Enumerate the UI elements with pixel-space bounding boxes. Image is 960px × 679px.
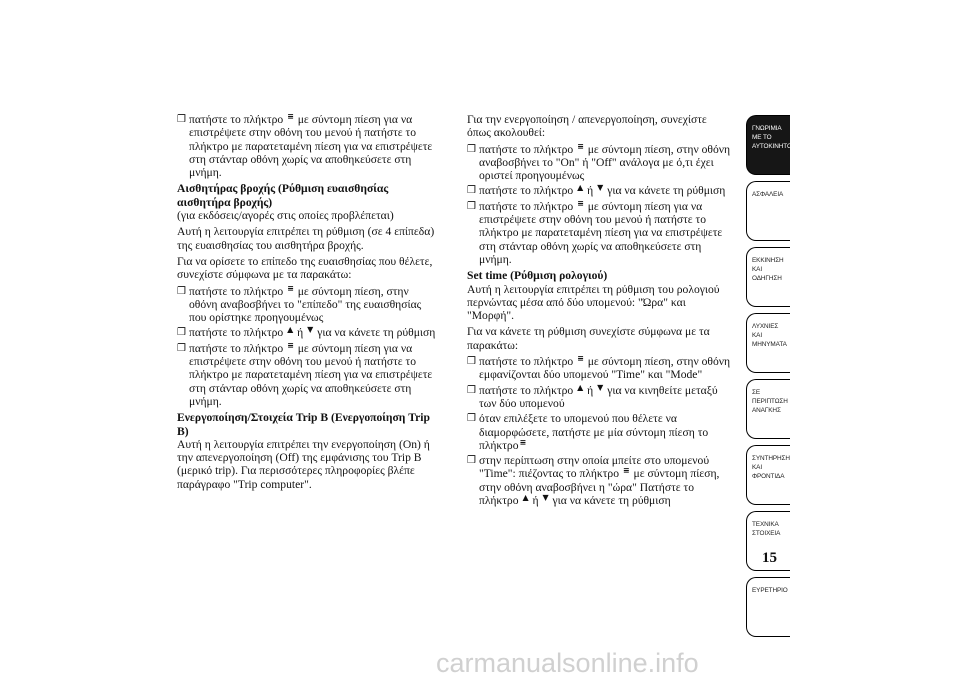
checkbox-bullet-icon: ❒: [177, 327, 186, 339]
list-item: ❒ πατήστε το πλήκτρο ≡ με σύντομη πίεση για να επιστρέψετε στην οθόνη του μενού ή πατήστε το πλήκτρο με παρατεταμένη πίεση για να επιστρέψετε στη στάνταρ οθόνη χωρίς να αποθηκεύσετε στη μνήμη.: [467, 198, 723, 266]
up-button-icon: ▲: [287, 325, 294, 335]
down-button-icon: ▼: [307, 325, 314, 335]
list-item: ❒ στην περίπτωση στην οποία μπείτε στο υπομενού "Time": πιέζοντας το πλήκτρο ≡ με σύντομη πίεση, στην οθόνη αναβοσβήνει η "ώρα" Πατήστε το πλήκτρο ▲ ή ▼ για να κάνετε τη ρύθμιση: [467, 454, 720, 508]
section-heading: Αισθητήρας βροχής (Ρύθμιση ευαισθησίας αισθητήρα βροχής): [177, 182, 389, 209]
tab-starting-driving[interactable]: ΕΚΚΙΝΗΣΗ ΚΑΙ ΟΔΗΓΗΣΗ: [746, 247, 790, 307]
paragraph: Αυτή η λειτουργία επιτρέπει τη ρύθμιση του ρολογιού περνώντας μέσα από δύο υπομενού: "Ώρα" και "Μορφή".: [467, 282, 720, 323]
up-button-icon: ▲: [522, 493, 529, 503]
bullet-list: [177, 285, 439, 409]
checkbox-bullet-icon: ❒: [467, 143, 476, 155]
list-item: ❒ πατήστε το πλήκτρο ▲ ή ▼ για να κινηθείτε μεταξύ των δύο υπομενού: [467, 382, 718, 410]
tab-index[interactable]: ΕΥΡΕΤΗΡΙΟ: [746, 577, 790, 637]
menu-button-icon: ≡: [577, 354, 584, 364]
down-button-icon: ▼: [597, 183, 604, 193]
checkbox-bullet-icon: ❒: [467, 356, 476, 368]
left-column: [177, 113, 439, 494]
down-button-icon: ▼: [542, 493, 549, 503]
right-column: [467, 113, 733, 510]
checkbox-bullet-icon: ❒: [177, 285, 186, 297]
list-item: ❒ πατήστε το πλήκτρο ≡ με σύντομη πίεση, στην οθόνη εμφανίζονται δύο υπομενού "Time" και "Mode": [467, 354, 731, 382]
watermark: carmanualsonline.info: [436, 648, 699, 678]
checkbox-bullet-icon: ❒: [177, 114, 186, 125]
tab-technical-data[interactable]: ΤΕΧΝΙΚΑ ΣΤΟΙΧΕΙΑ: [746, 511, 790, 571]
checkbox-bullet-icon: ❒: [467, 413, 476, 425]
menu-button-icon: ≡: [519, 437, 527, 447]
paragraph: Για να ορίσετε το επίπεδο της ευαισθησίας που θέλετε, συνεχίστε σύμφωνα με τα παρακάτω:: [177, 254, 433, 282]
tab-emergency[interactable]: ΣΕ ΠΕΡΙΠΤΩΣΗ ΑΝΑΓΚΗΣ: [746, 379, 790, 439]
bullet-list: [467, 355, 733, 507]
bullet-list: [467, 143, 733, 267]
list-item: ❒ πατήστε το πλήκτρο ▲ ή ▼ για να κάνετε τη ρύθμιση: [467, 183, 726, 198]
menu-button-icon: ≡: [622, 466, 630, 476]
paragraph: Αυτή η λειτουργία επιτρέπει τη ρύθμιση (σε 4 επίπεδα) της ευαισθησίας του αισθητήρα βροχής.: [177, 225, 435, 252]
list-item: ❒ πατήστε το πλήκτρο ≡ με σύντομη πίεση για να επιστρέψετε στην οθόνη του μενού ή πατήστε το πλήκτρο με παρατεταμένη πίεση για να επιστρέψετε στη στάνταρ οθόνη χωρίς να αποθηκεύσετε στη μνήμη.: [177, 112, 433, 180]
checkbox-bullet-icon: ❒: [467, 200, 476, 212]
up-button-icon: ▲: [577, 183, 584, 193]
section-heading: Set time (Ρύθμιση ρολογιού): [467, 269, 608, 283]
menu-button-icon: ≡: [287, 112, 294, 121]
page-number: 15: [762, 550, 777, 566]
list-item: ❒ όταν επιλέξετε το υπομενού που θέλετε να διαμορφώσετε, πατήστε με μία σύντομη πίεση το πλήκτρο≡: [467, 412, 709, 452]
tab-warning-lights[interactable]: ΛΥΧΝΙΕΣ ΚΑΙ ΜΗΝΥΜΑΤΑ: [746, 313, 790, 373]
paragraph: Αυτή η λειτουργία επιτρέπει την ενεργοποίηση (On) ή την απενεργοποίηση (Off) της εμφάνισης του Trip B (μερικό trip). Για περισσότερες πληροφορίες βλέπε παράγραφο "Trip computer".: [177, 437, 430, 491]
list-item: ❒ πατήστε το πλήκτρο ≡ με σύντομη πίεση, στην οθόνη αναβοσβήνει το "επίπεδο" της ευαισθησίας που ορίστηκε προηγουμένως: [177, 283, 422, 325]
checkbox-bullet-icon: ❒: [467, 455, 476, 467]
checkbox-bullet-icon: ❒: [177, 342, 186, 354]
menu-button-icon: ≡: [577, 141, 584, 151]
bullet-list: [177, 113, 439, 179]
up-button-icon: ▲: [577, 382, 584, 392]
checkbox-bullet-icon: ❒: [467, 384, 476, 396]
paragraph: Για να κάνετε τη ρύθμιση συνεχίστε σύμφωνα με τα παρακάτω:: [467, 325, 710, 352]
section-heading: Ενεργοποίηση/Στοιχεία Trip B (Ενεργοποίηση Trip B): [177, 411, 430, 438]
tab-maintenance[interactable]: ΣΥΝΤΗΡΗΣΗ ΚΑΙ ΦΡΟΝΤΙΔΑ: [746, 445, 790, 505]
list-item: ❒ πατήστε το πλήκτρο ≡ με σύντομη πίεση, στην οθόνη αναβοσβήνει το "On" ή "Off" ανάλογα με ό,τι έχει οριστεί προηγουμένως: [467, 141, 731, 183]
paragraph: Για την ενεργοποίηση / απενεργοποίηση, συνεχίστε όπως ακολουθεί:: [467, 113, 707, 140]
list-item: ❒ πατήστε το πλήκτρο ▲ ή ▼ για να κάνετε τη ρύθμιση: [177, 325, 436, 340]
tab-safety[interactable]: ΑΣΦΑΛΕΙΑ: [746, 181, 790, 241]
menu-button-icon: ≡: [287, 340, 294, 350]
checkbox-bullet-icon: ❒: [467, 185, 476, 197]
down-button-icon: ▼: [597, 382, 604, 392]
paragraph: (για εκδόσεις/αγορές στις οποίες προβλέπεται): [177, 209, 394, 223]
list-item: ❒ πατήστε το πλήκτρο ≡ με σύντομη πίεση για να επιστρέψετε στην οθόνη του μενού ή πατήστε το πλήκτρο με παρατεταμένη πίεση για να επιστρέψετε στη στάνταρ οθόνη χωρίς να αποθηκεύσετε στη μνήμη.: [177, 340, 433, 408]
menu-button-icon: ≡: [287, 283, 294, 293]
tab-getting-to-know[interactable]: ΓΝΩΡΙΜΙΑ ΜΕ ΤΟ ΑΥΤΟΚΙΝΗΤΟ: [746, 115, 790, 175]
menu-button-icon: ≡: [577, 198, 584, 208]
